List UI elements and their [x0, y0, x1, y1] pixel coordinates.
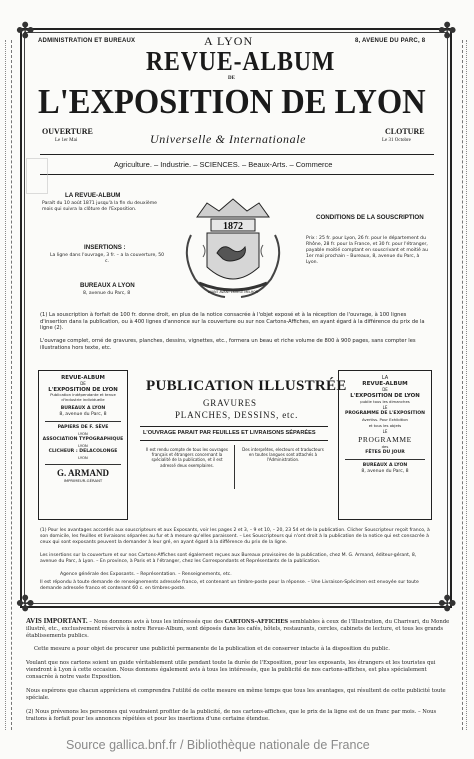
title-exposition: L'EXPOSITION DE LYON [38, 82, 426, 121]
left-column-text: Paraît du 10 août 1871 jusqu'à la fin du deuxième mois qui suivra la clôture de l'Exposition. [42, 201, 157, 212]
title-de: DE [228, 76, 235, 81]
avis-paragraph-4: Nous espérons que chacun appréciera et comprendra l'utilité de cette mesure en même temps que tous les avantages, qui résultent de cette publicité toute spéciale. [26, 688, 446, 701]
avis-paragraph-1 [26, 618, 450, 640]
center-col2: Des interprètes, electeurs et traducteurs en toutes langues sont attachés à l'Administration. [242, 447, 324, 463]
header-right: 8, AVENUE DU PARC, 8 [355, 38, 426, 44]
corner-ornament-icon: ✤ [16, 592, 35, 617]
avis-label: AVIS IMPORTANT. [26, 617, 88, 625]
divider [140, 440, 328, 441]
avis-paragraph-2: Cette mesure a pour objet de procurer une publicité permanente de la publication et de conserver intacte à la disposition du public. [34, 646, 390, 652]
bureaux-text: 8, avenue du Parc, 8 [83, 291, 131, 296]
right-column-text: Prix : 25 fr. pour Lyon, 26 fr. pour le département du Rhône, 28 fr. pour la France, et 30 fr. pour l'étranger, payable moitié comptant en souscrivant et moitié au 1er mai prochain – Bureaux, 8, avenue du Parc, à Lyon. [306, 236, 429, 265]
center-col1: Il est rendu compte de tous les ouvrages français et étrangers concernant la spécialité de la publication, et il est adressé deux exemplaires. [146, 447, 228, 468]
corner-ornament-icon: ✤ [438, 592, 457, 617]
right-box-prog2: PROGRAMME [358, 435, 412, 444]
corner-ornament-icon: ✤ [16, 19, 35, 44]
cloture-date: Le 31 Octobre [382, 138, 411, 143]
ouverture-label: OUVERTURE [42, 127, 93, 136]
source-credit: Source gallica.bnf.fr / Bibliothèque nationale de France [66, 738, 370, 752]
right-box-fetes: FÊTES DU JOUR [365, 450, 405, 455]
header-center: A LYON [204, 34, 254, 48]
right-box-le: LE [382, 405, 388, 410]
left-box-gerant-role: IMPRIMEUR-GÉRANT [63, 477, 103, 483]
divider [40, 174, 434, 175]
right-info-box [338, 370, 432, 520]
divider [40, 154, 434, 155]
left-box-cliche-loc: LYON [78, 454, 88, 460]
crest-year: 1872 [223, 221, 243, 232]
cloture-label: CLOTURE [385, 127, 425, 136]
left-box-title2: L'EXPOSITION DE LYON [48, 387, 118, 393]
ouvrage-line: L'OUVRAGE PARAIT PAR FEUILLES ET LIVRAISONS SÉPARÉES [143, 430, 316, 436]
note-1b: L'ouvrage complet, orné de gravures, planches, dessins, vignettes, etc., formera un beau et riche volume de 800 à 900 pages, sans compter les illustrations hors texte, etc. [40, 338, 416, 351]
ouverture-date: Le 1er Mai [55, 138, 78, 143]
title-universelle: Universelle & Internationale [150, 132, 307, 146]
right-box-title2: L'EXPOSITION DE LYON [350, 393, 420, 399]
left-box-papiers: PAPIERS DE F. SÈVE [57, 424, 109, 430]
right-box-bureaux: BUREAUX A LYON [362, 463, 408, 468]
library-stamp [26, 158, 48, 194]
right-box-l1: publie tous les dimanches [360, 399, 410, 404]
subjects-line: Agriculture. – Industrie. – SCIENCES. – Beaux-Arts. – Commerce [114, 160, 333, 169]
left-box-papiers-loc: LYON [78, 430, 88, 436]
note-1: (1) La souscription à forfait de 100 fr. donne droit, en plus de la notice consacrée à l'objet exposé et à la réception de l'ouvrage, à 100 lignes d'insertion dans la publication, ou à 400 lignes d'annonce sur la couverture ou sur nos Cartons-Affiches, en ayant égard à la différence du prix de la ligne (2). [40, 312, 425, 332]
bureaux-heading: BUREAUX A LYON [80, 282, 135, 289]
right-box-title: REVUE-ALBUM [362, 381, 408, 387]
avis-cartons: CARTONS-AFFICHES [224, 619, 289, 625]
header-left: ADMINISTRATION ET BUREAUX [38, 38, 136, 44]
left-box-title: REVUE-ALBUM [61, 375, 105, 381]
note-4: Agence générale des Exposants. – Représentation. – Renseignements, etc. [60, 572, 232, 577]
divider [234, 445, 235, 489]
corner-ornament-icon: ✤ [438, 19, 457, 44]
publication-illustree: PUBLICATION ILLUSTRÉE [146, 378, 347, 394]
left-box-cliche: CLICHEUR : DELACOLONGE [48, 448, 118, 454]
note-5: Il est répondu à toute demande de renseignements adressée franco, et contenant un timbre-poste pour la réponse. – Une Livraison-Spécimen est envoyée sur toute demande adressée franco et contenant 60 c. en timbres-poste. [40, 580, 419, 591]
gravures-label: GRAVURES [203, 398, 257, 408]
left-info-box [38, 370, 128, 520]
left-box-assoc: ASSOCIATION TYPOGRAPHIQUE [42, 436, 124, 442]
right-box-l4: des [381, 444, 389, 449]
left-box-bureaux: BUREAUX A LYON [60, 405, 106, 411]
right-box-prog: PROGRAMME DE L'EXPOSITION [345, 411, 425, 416]
right-box-de: DE [382, 387, 388, 392]
note-2: (1) Pour les avantages accordés aux souscripteurs et aux Exposants, voir les pages 2 et 3, – 9 et 10, – 20, 23 54 et de la publication. Clicher Souscripteur reçoit franco, à son domicile, les feuilles et livraisons séparées au fur et à mesure qu'elles paraissent. – Les Souscripteurs qui n'ont droit à la publication de la notice qui est consacrée à ceux qui sont exposants peuvent la demander à leur gré, en ayant égard à la différence du prix de la ligne. [40, 528, 430, 545]
avis-paragraph-5: (2) Nous prévenons les personnes qui voudraient profiter de la publicité, de nos cartons-affiches, que le prix de la ligne est de un franc par mois. – Nous traitons à forfait pour les annonces répétées et pour les insertions d'une certaine étendue. [26, 709, 437, 722]
left-box-gerant: G. ARMAND [57, 467, 109, 478]
note-3: Les insertions sur la couverture et sur nos Cartons-Affiches sont également reçues aux Bureaux provisoires de la publication, chez M. G. Armand, éditeur-gérant, 8, avenue du Parc, à Lyon. – En province, à Paris et à l'étranger, chez les Correspondants et Représentants de la publication. [40, 553, 417, 564]
left-box-assoc-loc: LYON [78, 442, 88, 448]
insertions-heading: INSERTIONS : [84, 244, 126, 251]
avis-paragraph-3: Voulant que nos cartons soient un guide véritablement utile pendant toute la durée de l'Exposition, pour les exposants, les étrangers et les touristes qui viendront à Lyon à cette occasion. Nous donnons également avis à tous les intéressés, que la publicité de nos cartons-affiches, est plus spécialement consacrée à notre vaste Exposition. [26, 660, 436, 680]
avis-lead: – Nous donnons avis à tous les intéressés que des [89, 619, 223, 625]
crest-motto: AVANT AVANT LION LE MELHOR [207, 290, 259, 294]
right-box-addr: 8, avenue du Parc, 8 [361, 469, 409, 474]
lyon-coat-of-arms [177, 195, 289, 303]
insertions-text: La ligne dans l'ouvrage, 3 fr. – a la couverture, 50 c. [49, 253, 165, 264]
left-column-heading: LA REVUE-ALBUM [65, 192, 121, 199]
right-box-l2: Avertiss. Pour Exhibition [362, 417, 408, 422]
left-box-addr: 8, avenue du Parc, 8 [59, 411, 107, 417]
right-box-le2: LE [382, 429, 388, 434]
left-box-desc: Publication indépendante et tenue d'industrie individuelle [50, 392, 116, 402]
left-ornamental-border [2, 40, 12, 730]
left-box-de: DE [80, 381, 86, 386]
divider [140, 426, 328, 427]
right-ornamental-border [462, 40, 472, 730]
right-column-heading: CONDITIONS DE LA SOUSCRIPTION [316, 214, 424, 221]
right-box-l3: et tous les objets [368, 423, 402, 428]
avis-p1: semblables à ceux de l'Illustration, du Charivari, du Monde illustré, etc., exclusivement réservés à notre Revue-Album, sont déposés dans les cafés, hôtels, restaurants, cercles, cabinets de lecture, et tous les grands établissements publics. [26, 619, 450, 639]
right-box-la: LA [381, 375, 389, 381]
planches-label: PLANCHES, DESSINS, etc. [175, 410, 299, 420]
title-revue-album: REVUE-ALBUM [146, 46, 336, 76]
